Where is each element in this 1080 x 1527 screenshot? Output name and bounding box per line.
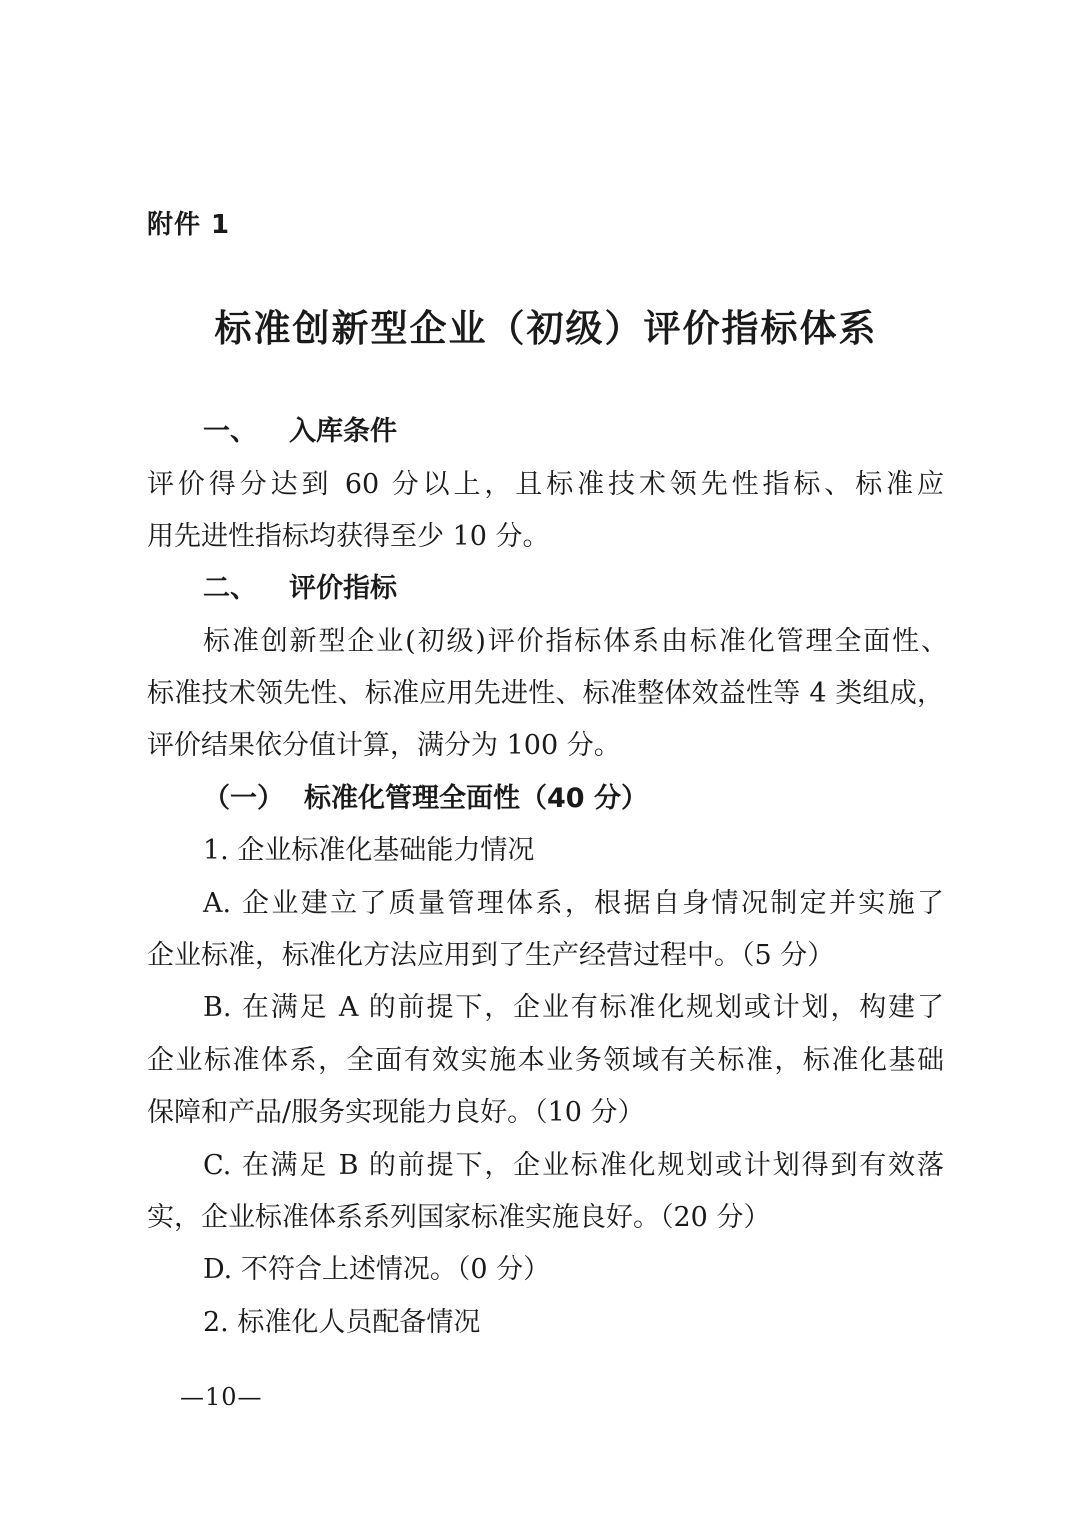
item1-option-d-line1: D. 不符合上述情况。（0 分）	[203, 1254, 551, 1285]
section1-heading-number: 一、	[203, 416, 257, 447]
section2-heading-text: 评价指标	[289, 573, 397, 604]
item1-title: 1. 企业标准化基础能力情况	[203, 835, 535, 866]
section1-heading	[203, 414, 397, 450]
section1-paragraph-line2: 用先进性指标均获得至少 10 分。	[147, 521, 550, 552]
subsection1-text: 标准化管理全面性（40 分）	[304, 783, 648, 814]
page-number: —10—	[180, 1383, 263, 1411]
item1-option-b-line1: B. 在满足 A 的前提下，企业有标准化规划或计划，构建了	[203, 992, 944, 1023]
section2-paragraph-line3: 评价结果依分值计算，满分为 100 分。	[147, 730, 621, 761]
item1-option-a-line1: A. 企业建立了质量管理体系，根据自身情况制定并实施了	[203, 888, 944, 919]
item1-option-a-line2: 企业标准，标准化方法应用到了生产经营过程中。（5 分）	[147, 940, 835, 971]
document-title: 标准创新型企业（初级）评价指标体系	[214, 307, 878, 350]
subsection1-number: （一）	[203, 783, 284, 814]
subsection1-heading	[203, 781, 648, 817]
section2-heading-number: 二、	[203, 573, 257, 604]
section2-heading	[203, 571, 397, 607]
section2-paragraph-line1: 标准创新型企业(初级)评价指标体系由标准化管理全面性、	[203, 626, 948, 657]
item1-option-c-line2: 实，企业标准体系系列国家标准实施良好。（20 分）	[147, 1202, 771, 1233]
item1-option-c-line1: C. 在满足 B 的前提下，企业标准化规划或计划得到有效落	[203, 1150, 944, 1181]
attachment-label: 附件 1	[147, 210, 231, 240]
section2-paragraph-line2: 标准技术领先性、标准应用先进性、标准整体效益性等 4 类组成，	[147, 678, 944, 709]
item1-option-b-line3: 保障和产品/服务实现能力良好。（10 分）	[147, 1097, 645, 1128]
section1-heading-text: 入库条件	[289, 416, 397, 447]
item2-title: 2. 标准化人员配备情况	[203, 1307, 481, 1338]
item1-option-b-line2: 企业标准体系，全面有效实施本业务领域有关标准，标准化基础	[147, 1045, 944, 1076]
section1-paragraph-line1: 评价得分达到 60 分以上，且标准技术领先性指标、标准应	[147, 469, 944, 500]
